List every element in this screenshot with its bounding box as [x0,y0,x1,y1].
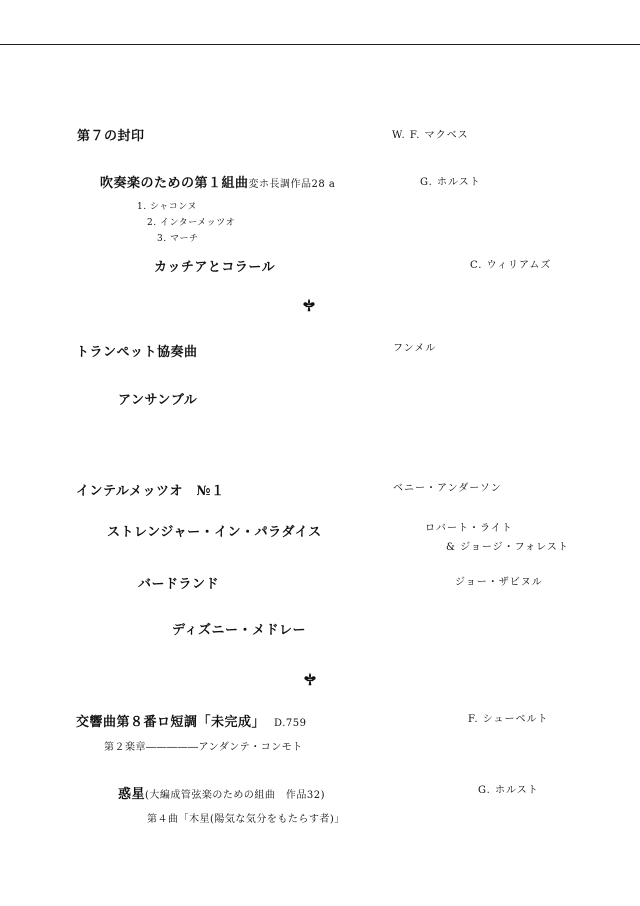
program-title [100,177,335,190]
composer-name: ベニー・アンダーソン [393,483,502,494]
composer-name: ジョー・ザビヌル [455,577,543,588]
program-title [76,716,306,729]
movement-item: 1. シャコンヌ [137,202,197,212]
program-title: ディズニー・メドレー [172,623,306,638]
composer-name: F. シューベルト [468,714,549,725]
program-title: 第７の封印 [77,129,145,144]
program-title: インテルメッツオ №１ [76,484,225,499]
program-title: ストレンジャー・イン・パラダイス [107,525,322,540]
composer-name: W. F. マクベス [392,130,469,141]
program-title-suffix: 変ホ長調作品28 a [248,179,336,190]
composer-name: C. ウィリアムズ [470,260,552,271]
program-title-main: 吹奏楽のための第１組曲 [100,176,249,191]
program-title: カッチアとコラール [154,260,276,275]
composer-name: ロバート・ライト [425,523,513,534]
fleur-de-lis-icon [303,672,317,686]
composer-name: フンメル [393,343,437,354]
movement-item: 2. インターメッツオ [147,218,236,228]
composer-name: G. ホルスト [478,785,539,796]
composer-name: & ジョージ・フォレスト [446,542,569,553]
program-title: アンサンブル [118,393,198,408]
program-title-suffix: (大編成管弦楽のための組曲 作品32) [145,790,326,801]
program-title-main: 惑星 [118,787,146,802]
movement-item: 3. マーチ [157,234,199,244]
top-rule [0,44,640,45]
program-title-main: 交響曲第８番ロ短調「未完成」 [76,715,266,730]
movement-note: 第２楽章―――――アンダンテ・コンモト [104,742,303,753]
program-title: トランペット協奏曲 [76,345,198,360]
fleur-de-lis-icon [302,298,316,312]
program-title [118,788,325,801]
composer-name: G. ホルスト [420,177,481,188]
movement-note: 第４曲「木星(陽気な気分をもたらす者)」 [147,814,345,825]
program-title: バードランド [138,577,220,592]
program-title-suffix: D.759 [274,718,307,729]
